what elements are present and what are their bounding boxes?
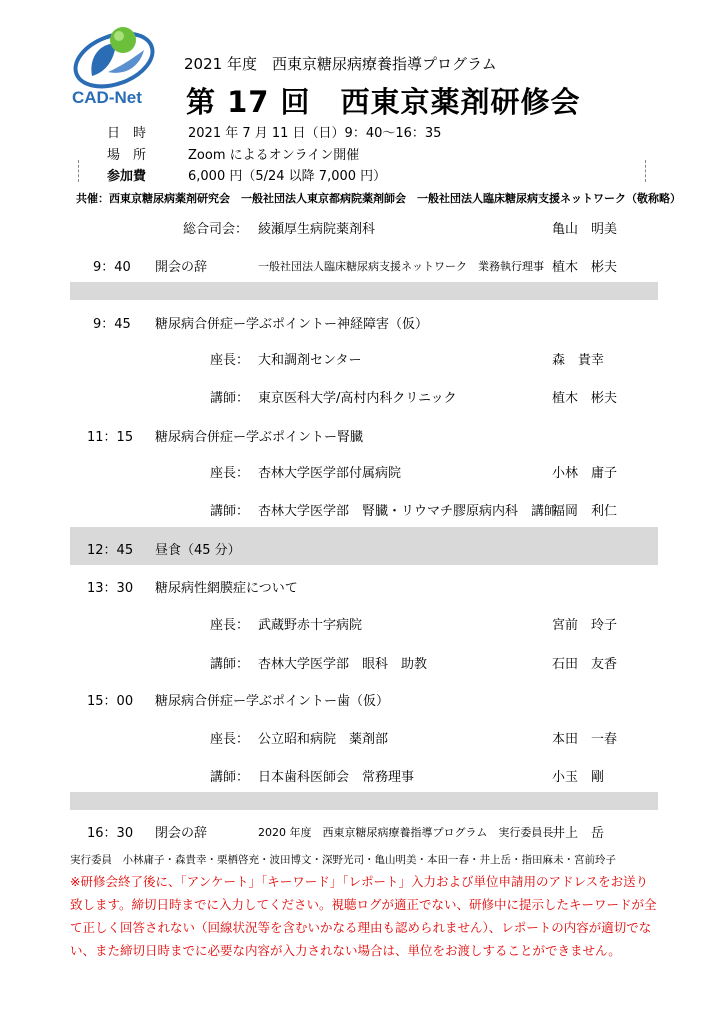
s3-chair-role: 座長： — [210, 618, 250, 633]
mc-name: 亀山 明美 — [552, 222, 618, 237]
s1-time: 9：45 — [93, 317, 131, 332]
opening-title: 開会の辞 — [155, 260, 208, 275]
s1-lecturer-org: 東京医科大学/高村内科クリニック — [258, 391, 457, 406]
closing-org: 2020 年度 西東京糖尿病療養指導プログラム 実行委員長 — [258, 826, 554, 839]
s4-lecturer-role: 講師： — [210, 770, 250, 785]
s2-chair-name: 小林 庸子 — [552, 466, 618, 481]
opening-name: 植木 彬夫 — [552, 260, 618, 275]
closing-title: 閉会の辞 — [155, 826, 208, 841]
page-title: 第 17 回 西東京薬剤研修会 — [186, 85, 581, 119]
s3-lecturer-role: 講師： — [210, 657, 250, 672]
s4-chair-name: 本田 一春 — [552, 732, 618, 747]
s2-lecturer-role: 講師： — [210, 504, 250, 519]
s1-title: 糖尿病合併症ー学ぶポイントー神経障害（仮） — [155, 317, 429, 332]
s1-lecturer-name: 植木 彬夫 — [552, 391, 618, 406]
mc-org: 綾瀬厚生病院薬剤科 — [258, 222, 376, 237]
s2-time: 11：15 — [87, 430, 134, 445]
s1-lecturer-role: 講師： — [210, 391, 250, 406]
program-subtitle: 2021 年度 西東京糖尿病療養指導プログラム — [184, 55, 497, 73]
s1-chair-name: 森 貴幸 — [552, 353, 605, 368]
notice-line-3: て正しく回答されない（回線状況等を含むいかなる理由も認められません）、レポートの内容が適切でな — [70, 920, 652, 935]
s4-time: 15：00 — [87, 694, 134, 709]
closing-name: 井上 岳 — [552, 826, 605, 841]
s3-title: 糖尿病性網膜症について — [155, 581, 298, 596]
fee-label: 参加費 — [107, 169, 147, 184]
s4-chair-org: 公立昭和病院 薬剤部 — [258, 732, 389, 747]
s1-chair-org: 大和調剤センター — [258, 353, 362, 368]
s3-lecturer-name: 石田 友香 — [552, 657, 618, 672]
separator-band — [70, 282, 658, 300]
s2-title: 糖尿病合併症ー学ぶポイントー腎臓 — [155, 430, 364, 445]
date-label: 日 時 — [107, 126, 147, 141]
s4-title: 糖尿病合併症ー学ぶポイントー歯（仮） — [155, 694, 390, 709]
cad-net-logo — [70, 14, 162, 112]
s3-chair-org: 武蔵野赤十字病院 — [258, 618, 363, 633]
opening-org: 一般社団法人臨床糖尿病支援ネットワーク 業務執行理事 — [258, 260, 544, 273]
s3-time: 13：30 — [87, 581, 134, 596]
s2-lecturer-name: 福岡 利仁 — [552, 504, 618, 519]
s2-lecturer-org: 杏林大学医学部 腎臓・リウマチ膠原病内科 講師 — [258, 504, 558, 519]
mc-role: 総合司会： — [183, 222, 249, 237]
cohost-line: 共催：西東京糖尿病薬剤研究会 一般社団法人東京都病院薬剤師会 一般社団法人臨床糖尿病支援ネットワーク（敬称略） — [76, 192, 681, 205]
venue-label: 場 所 — [107, 148, 147, 163]
logo-text: CAD-Net — [72, 88, 142, 107]
separator-band-2 — [70, 792, 658, 810]
committee-line: 実行委員 小林庸子・森貴幸・栗栖啓充・波田博文・深野光司・亀山明美・本田一春・井上岳・指田麻未・宮前玲子 — [70, 854, 616, 866]
s2-chair-org: 杏林大学医学部付属病院 — [258, 466, 402, 481]
s3-chair-name: 宮前 玲子 — [552, 618, 618, 633]
opening-time: 9：40 — [93, 260, 131, 275]
notice-line-2: 致します。締切日時までに入力してください。視聴ログが適正でない、研修中に提示したキーワードが全 — [70, 897, 657, 912]
lunch-time: 12：45 — [87, 543, 134, 558]
venue-value: Zoom によるオンライン開催 — [188, 148, 360, 163]
lunch-title: 昼食（45 分） — [155, 543, 241, 558]
s4-chair-role: 座長： — [210, 732, 250, 747]
fee-value: 6,000 円（5/24 以降 7,000 円） — [188, 169, 387, 184]
date-value: 2021 年 7 月 11 日（日）9：40〜16：35 — [188, 126, 442, 141]
closing-time: 16：30 — [87, 826, 134, 841]
notice-line-1: ※研修会終了後に、「アンケート」「キーワード」「レポート」入力および単位申請用のアドレスをお送り — [70, 874, 649, 889]
s4-lecturer-org: 日本歯科医師会 常務理事 — [258, 770, 415, 785]
s2-chair-role: 座長： — [210, 466, 250, 481]
s4-lecturer-name: 小玉 剛 — [552, 770, 605, 785]
s3-lecturer-org: 杏林大学医学部 眼科 助教 — [258, 657, 428, 672]
s1-chair-role: 座長： — [210, 353, 250, 368]
notice-line-4: い、また締切日時までに必要な内容が入力されない場合は、単位をお渡しすることができません。 — [70, 943, 621, 958]
